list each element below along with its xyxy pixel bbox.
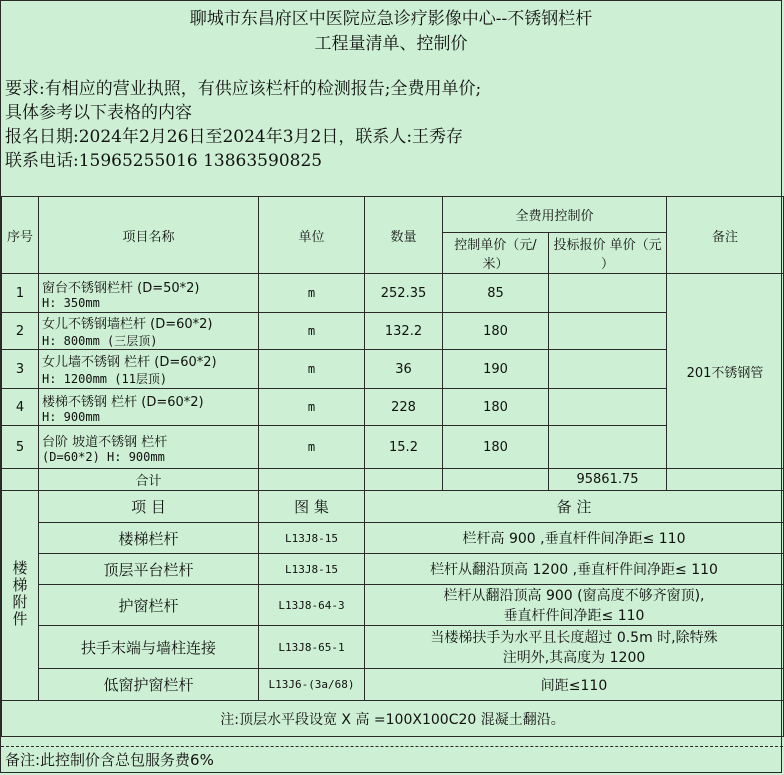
- phone-line: 联系电话:15965255016 13863590825: [5, 151, 323, 171]
- row-name: [39, 389, 259, 426]
- header-name: 项目名称: [39, 197, 259, 274]
- row-seq: 5: [2, 426, 39, 469]
- row-price: 180: [443, 389, 549, 426]
- appendix-item: 低窗护窗栏杆: [39, 669, 259, 701]
- appendix-atlas: L13J6-(3a/68): [259, 669, 365, 701]
- row-qty: 252.35: [365, 274, 443, 313]
- header-unit: 单位: [259, 197, 365, 274]
- row-seq: 4: [2, 389, 39, 426]
- requirements-block: [1, 77, 481, 173]
- header-qty: 数量: [365, 197, 443, 274]
- row-name-line: 女儿墙不锈钢 栏杆 (D=60*2): [42, 355, 217, 370]
- row-seq: 1: [2, 274, 39, 313]
- appendix-note: 注:顶层水平段设宽 X 高 =100X100C20 混凝土翻沿。: [2, 701, 784, 737]
- row-name-line: H: 350mm: [42, 295, 100, 310]
- appendix-remark-line: 栏杆从翻沿顶高 900 (窗高度不够齐窗顶),: [443, 588, 705, 604]
- total-label: 合计: [39, 469, 259, 491]
- footer-note: 备注:此控制价含总包服务费6%: [1, 746, 783, 773]
- total-blank: [443, 469, 549, 491]
- appendix-remark-line: 注明外,其高度为 1200: [502, 650, 646, 666]
- row-price: 190: [443, 350, 549, 389]
- appendix-remark: [365, 626, 784, 669]
- row-name-line: H: 1200mm (11层顶): [42, 372, 168, 386]
- row-qty: 15.2: [365, 426, 443, 469]
- header-control-price: 控制单价（元/米）: [443, 233, 549, 274]
- row-bid-input[interactable]: [549, 389, 667, 426]
- row-name-line: 窗台不锈钢栏杆 (D=50*2): [42, 280, 200, 296]
- header-bid-price: 投标报价 单价（元 ）: [549, 233, 667, 274]
- row-bid-input[interactable]: [549, 274, 667, 313]
- row-qty: 228: [365, 389, 443, 426]
- quantity-table: [1, 196, 784, 737]
- row-bid-input[interactable]: [549, 350, 667, 389]
- requirement-line: 要求:有相应的营业执照，有供应该栏杆的检测报告;全费用单价;: [5, 79, 482, 99]
- row-name-line: H: 900mm: [42, 409, 100, 424]
- row-name: [39, 274, 259, 313]
- row-unit: m: [259, 389, 365, 426]
- total-blank: [2, 469, 39, 491]
- requirement-line: 具体参考以下表格的内容: [5, 103, 192, 123]
- header-remark: 备注: [667, 197, 784, 274]
- appendix-atlas: L13J8-15: [259, 523, 365, 554]
- appendix-item: 顶层平台栏杆: [39, 554, 259, 585]
- appendix-header-atlas: 图 集: [259, 491, 365, 523]
- row-name-line: 女儿不锈钢墙栏杆 (D=60*2): [42, 317, 213, 332]
- total-blank: [667, 469, 784, 491]
- row-qty: 132.2: [365, 313, 443, 350]
- row-unit: m: [259, 350, 365, 389]
- row-name: [39, 313, 259, 350]
- row-seq: 3: [2, 350, 39, 389]
- appendix-header-remark: 备 注: [365, 491, 784, 523]
- appendix-remark-line: 当楼梯扶手为水平且长度超过 0.5m 时,除特殊: [430, 630, 718, 646]
- row-seq: 2: [2, 313, 39, 350]
- appendix-group-text: 楼梯附件: [10, 559, 29, 628]
- appendix-atlas: L13J8-15: [259, 554, 365, 585]
- appendix-item: 护窗栏杆: [39, 585, 259, 626]
- title-line-2: 工程量清单、控制价: [314, 34, 468, 54]
- row-unit: m: [259, 274, 365, 313]
- row-name-line: 楼梯不锈钢 栏杆 (D=60*2): [42, 394, 204, 410]
- total-value: 95861.75: [549, 469, 667, 491]
- row-unit: m: [259, 313, 365, 350]
- appendix-atlas: L13J8-64-3: [259, 585, 365, 626]
- row-name-line: H: 800mm (三层顶): [42, 334, 158, 348]
- appendix-remark: 间距≤110: [365, 669, 784, 701]
- header-seq: 序号: [2, 197, 39, 274]
- appendix-remark: [365, 585, 784, 626]
- row-qty: 36: [365, 350, 443, 389]
- signup-date-line: 报名日期:2024年2月26日至2024年3月2日，联系人:王秀存: [5, 127, 464, 147]
- header-control-group: 全费用控制价: [443, 197, 667, 233]
- row-unit: m: [259, 426, 365, 469]
- appendix-item: 楼梯栏杆: [39, 523, 259, 554]
- appendix-header-item: 项 目: [39, 491, 259, 523]
- row-name: [39, 426, 259, 469]
- row-price: 180: [443, 313, 549, 350]
- row-price: 180: [443, 426, 549, 469]
- page-title: [1, 1, 781, 57]
- total-blank: [259, 469, 365, 491]
- title-line-1: 聊城市东昌府区中医院应急诊疗影像中心--不锈钢栏杆: [189, 9, 593, 29]
- row-bid-input[interactable]: [549, 426, 667, 469]
- appendix-item: 扶手末端与墙柱连接: [39, 626, 259, 669]
- row-name: [39, 350, 259, 389]
- appendix-remark: 栏杆从翻沿顶高 1200 ,垂直杆件间净距≤ 110: [365, 554, 784, 585]
- appendix-remark-line: 垂直杆件间净距≤ 110: [503, 608, 645, 624]
- appendix-remark: 栏杆高 900 ,垂直杆件间净距≤ 110: [365, 523, 784, 554]
- row-name-line: (D=60*2) H: 900mm: [42, 449, 165, 464]
- row-price: 85: [443, 274, 549, 313]
- material-remark: 201不锈钢管: [667, 274, 784, 469]
- row-name-line: 台阶 坡道不锈钢 栏杆: [42, 434, 168, 450]
- appendix-group-label: [2, 491, 39, 701]
- total-blank: [365, 469, 443, 491]
- appendix-atlas: L13J8-65-1: [259, 626, 365, 669]
- row-bid-input[interactable]: [549, 313, 667, 350]
